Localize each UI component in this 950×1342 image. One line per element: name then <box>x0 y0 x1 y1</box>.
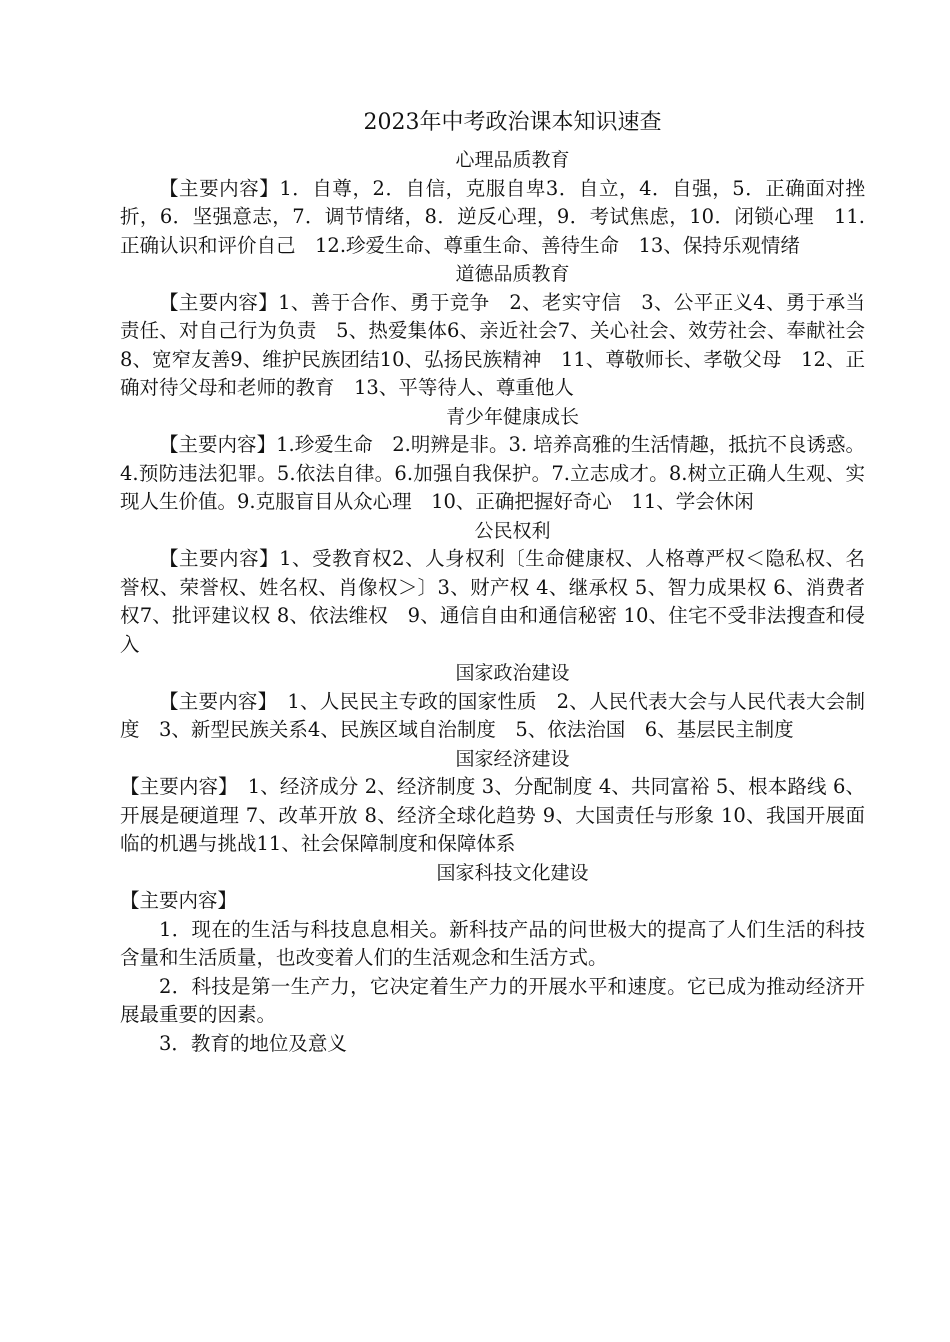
section-heading-psychology: 心理品质教育 <box>455 149 570 171</box>
section-label: 【主要内容】 <box>120 775 229 798</box>
section-content-psychology <box>120 175 865 261</box>
section-content-politics <box>120 688 865 745</box>
section-label: 【主要内容】 <box>159 689 268 713</box>
section-text: 1、善于合作、勇于竞争 2、老实守信 3、公平正义4、勇于承当责任、对自己行为负责 5、热爱集体6、亲近社会7、关心社会、效劳社会、奉献社会8、宽窄友善9、维护民族团结10、弘扬民族精神 11、尊敬师长、孝敬父母 12、正确对待父母和老师的教育 13、平等待人、尊重他人 <box>120 290 865 399</box>
section-text: 1．自尊，2．自信，克服自卑3．自立，4．自强，5．正确面对挫折，6．坚强意志，7．调节情绪，8．逆反心理，9．考试焦虑，10．闭锁心理 11.正确认识和评价自己 12.珍爱生命、尊重生命、善待生命 13、保持乐观情绪 <box>120 176 865 257</box>
list-item: 1．现在的生活与科技息息相关。新科技产品的问世极大的提高了人们生活的科技含量和生活质量，也改变着人们的生活观念和生活方式。 <box>120 917 865 969</box>
section-content-economy <box>120 773 865 859</box>
section-heading-economy: 国家经济建设 <box>455 747 570 770</box>
section-content-citizen-rights <box>120 545 865 659</box>
section-heading-morality: 道德品质教育 <box>455 263 570 285</box>
section-text: 1、人民民主专政的国家性质 2、人民代表大会与人民代表大会制度 3、新型民族关系4、民族区域自治制度 5、依法治国 6、基层民主制度 <box>120 689 865 741</box>
list-item: 2．科技是第一生产力，它决定着生产力的开展水平和速度。它已成为推动经济开展最重要的因素。 <box>120 974 865 1026</box>
list-item: 3．教育的地位及意义 <box>159 1031 347 1055</box>
section-label: 【主要内容】 <box>159 433 277 456</box>
section-heading-politics: 国家政治建设 <box>455 662 570 684</box>
section-text: 1、受教育权2、人身权利〔生命健康权、人格尊严权＜隐私权、名誉权、荣誉权、姓名权、肖像权＞〕3、财产权 4、继承权 5、智力成果权 6、消费者权7、批评建议权 8、依法维权 9、通信自由和通信秘密 10、住宅不受非法搜查和侵入 <box>120 547 865 656</box>
section-text: 1、经济成分 2、经济制度 3、分配制度 4、共同富裕 5、根本路线 6、开展是硬道理 7、改革开放 8、经济全球化趋势 9、大国责任与形象 10、我国开展面临的机遇与挑战11、社会保障制度和保障体系 <box>120 775 865 855</box>
section-heading-youth-growth: 青少年健康成长 <box>445 405 579 428</box>
section-label: 【主要内容】 <box>159 290 279 314</box>
document-page <box>120 108 865 1058</box>
section-label: 【主要内容】 <box>159 547 280 570</box>
section-label-tech-culture: 【主要内容】 <box>120 889 238 912</box>
section-heading-citizen-rights: 公民权利 <box>474 519 551 542</box>
section-label: 【主要内容】 <box>159 176 280 200</box>
section-text: 1.珍爱生命 2.明辨是非。3. 培养高雅的生活情趣，抵抗不良诱惑。4.预防违法犯罪。5.依法自律。6.加强自我保护。7.立志成才。8.树立正确人生观、实现人生价值。9.克服盲目从众心理 10、正确把握好奇心 11、学会休闲 <box>120 433 865 513</box>
section-content-youth-growth <box>120 431 865 517</box>
document-title: 2023年中考政治课本知识速查 <box>363 110 662 135</box>
section-content-morality <box>120 289 865 403</box>
section-heading-tech-culture: 国家科技文化建设 <box>436 861 589 884</box>
